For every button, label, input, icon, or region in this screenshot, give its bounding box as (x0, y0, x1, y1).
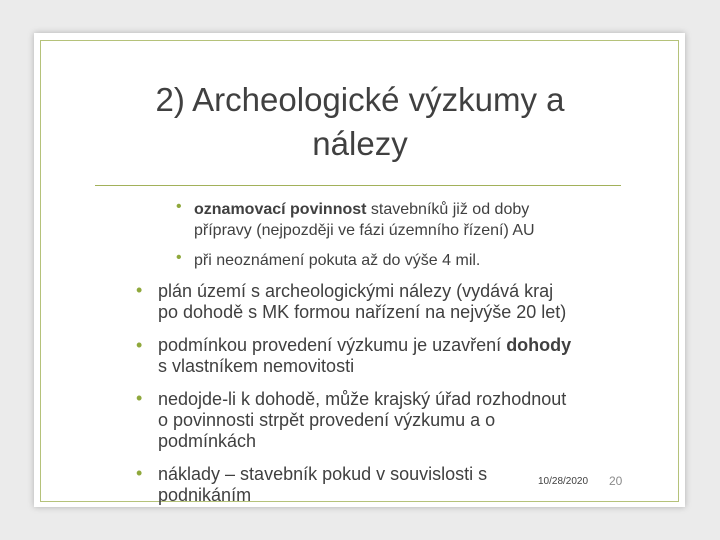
bullet-line: nedojde-li k dohodě, může krajský úřad rozhodnout (158, 389, 567, 409)
bullet-icon: • (136, 335, 143, 355)
bullet-line: podmínkách (158, 431, 257, 451)
sub-bullet-line: oznamovací povinnost stavebníků již od doby (194, 201, 530, 218)
bold-term: oznamovací povinnost (194, 201, 367, 218)
bullet-line: podmínkou provedení výzkumu je uzavření dohody (158, 335, 572, 355)
main-bullet-area-plan (158, 281, 566, 323)
title-line-1: 2) Archeologické výzkumy a (155, 81, 565, 118)
bullet-icon: • (136, 463, 143, 483)
bullet-icon: • (136, 388, 143, 408)
sub-bullet-notification-duty (194, 199, 535, 241)
footer-date: 10/28/2020 (538, 476, 589, 487)
bullet-line: plán území s archeologickými nálezy (vydává kraj (158, 281, 554, 301)
page-number: 20 (609, 474, 623, 488)
sub-bullet-fine (194, 250, 480, 271)
bullet-icon: • (176, 249, 182, 266)
main-bullet-no-agreement (158, 389, 566, 452)
bullet-icon: • (136, 280, 143, 300)
bold-term: dohody (506, 335, 572, 355)
main-bullet-costs (158, 464, 487, 506)
title-line-2: nálezy (312, 125, 408, 162)
bullet-line: po dohodě s MK formou nařízení na nejvýše 20 let) (158, 302, 567, 322)
bullet-line: podnikáním (158, 485, 252, 505)
bullet-line: s vlastníkem nemovitosti (158, 356, 355, 376)
bullet-line: náklady – stavebník pokud v souvislosti s (158, 464, 488, 484)
bullet-line: o povinnosti strpět provedení výzkumu a o (158, 410, 496, 430)
bullet-icon: • (176, 198, 182, 215)
main-bullet-agreement (158, 335, 571, 377)
title-divider (95, 185, 621, 186)
slide-title (100, 78, 620, 166)
sub-bullet-line: při neoznámení pokuta až do výše 4 mil. (194, 252, 481, 269)
sub-bullet-line: přípravy (nejpozději ve fázi územního řízení) AU (194, 222, 535, 239)
